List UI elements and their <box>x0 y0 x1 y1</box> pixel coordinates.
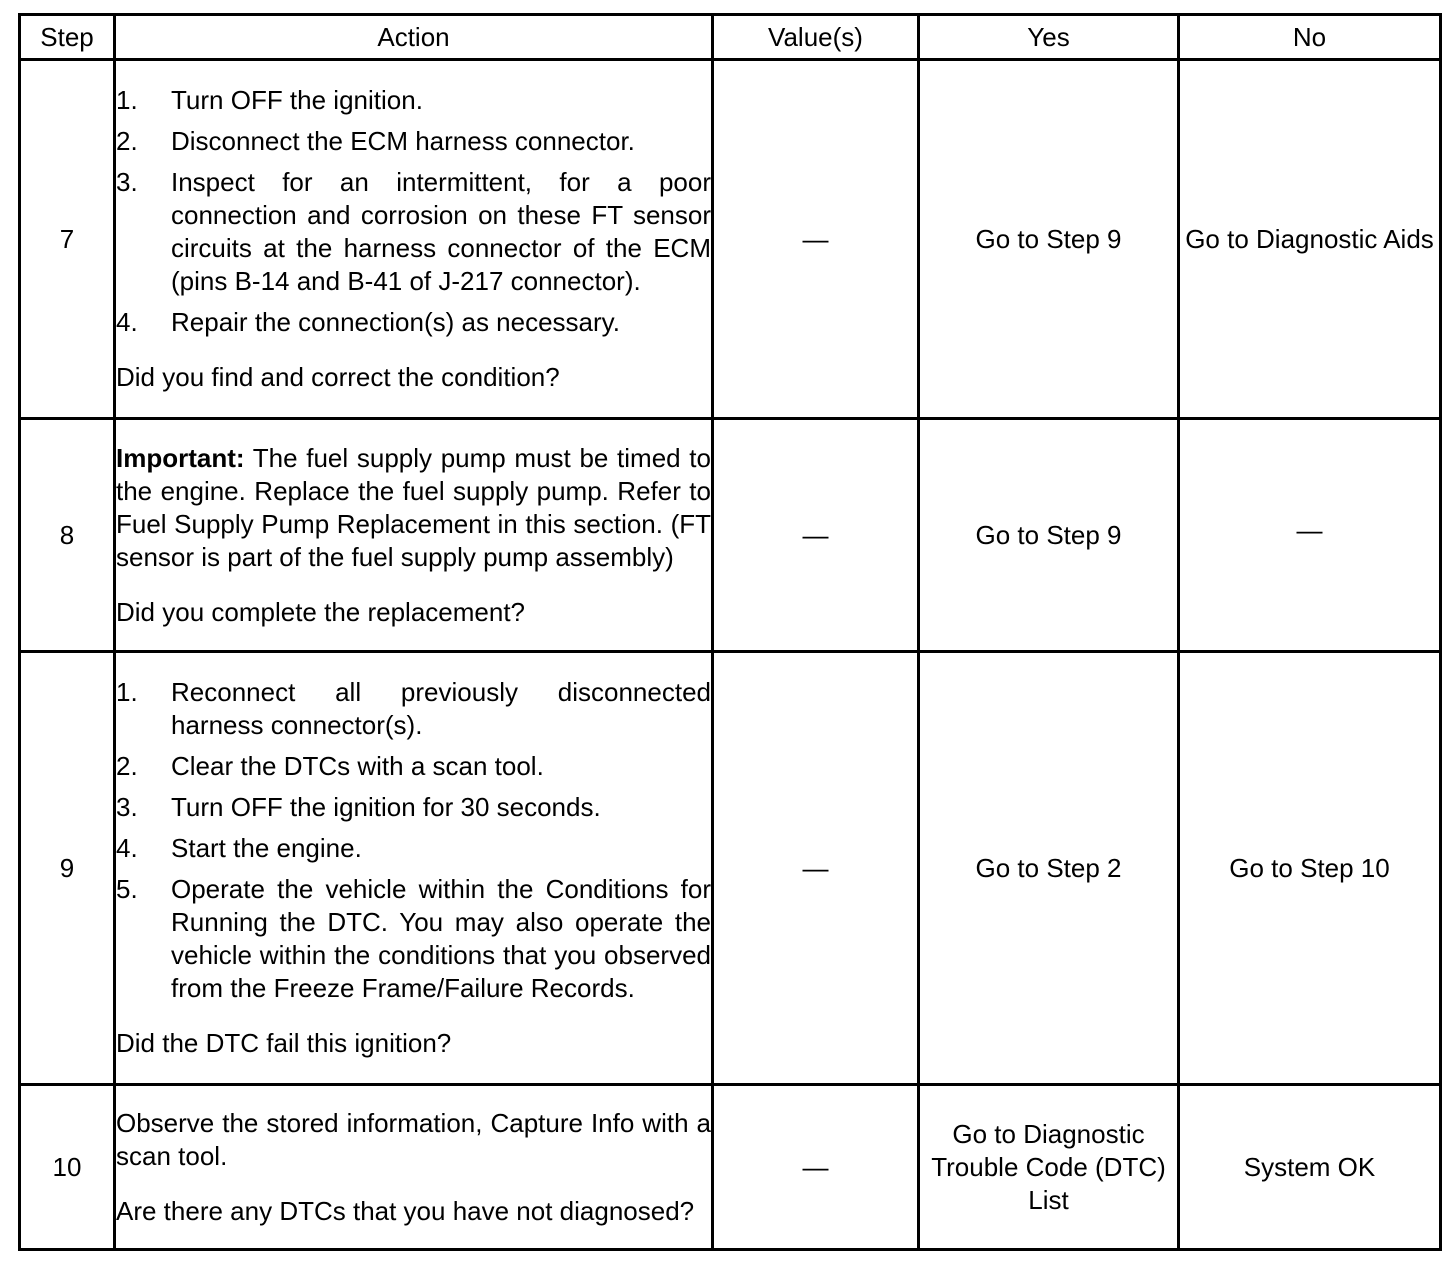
item-text: Inspect for an intermittent, for a poor connection and corrosion on these FT sensor circuits at the harness connector of the ECM (pins B-14 and B-41 of J-217 connector). <box>171 167 711 296</box>
important-text: The fuel supply pump must be timed to the engine. Replace the fuel supply pump. Refer to Fuel Supply Pump Replacement in this section. (FT sensor is part of the fuel supply pump assembly) <box>116 442 711 572</box>
question-text: Did the DTC fail this ignition? <box>116 1028 452 1058</box>
yes-cell: Go to Step 2 <box>919 652 1179 1085</box>
table-row <box>20 60 1441 419</box>
step-number: 10 <box>20 1085 115 1250</box>
list-item <box>116 676 711 742</box>
no-cell: Go to Diagnostic Aids <box>1179 60 1441 419</box>
yes-cell: Go to Diagnostic Trouble Code (DTC) List <box>919 1085 1179 1250</box>
item-text: Repair the connection(s) as necessary. <box>171 307 620 337</box>
step-number: 8 <box>20 419 115 652</box>
action-list <box>116 676 711 1005</box>
no-cell: System OK <box>1179 1085 1441 1250</box>
table-row <box>20 652 1441 1085</box>
action-cell <box>115 60 713 419</box>
value-cell: — <box>713 1085 919 1250</box>
header-yes: Yes <box>919 15 1179 60</box>
question-text: Did you find and correct the condition? <box>116 362 560 392</box>
item-number: 2. <box>116 126 138 156</box>
yes-cell: Go to Step 9 <box>919 419 1179 652</box>
important-label: Important: <box>116 442 245 473</box>
list-item <box>116 750 711 783</box>
list-item <box>116 832 711 865</box>
list-item <box>116 873 711 1005</box>
step-number: 7 <box>20 60 115 419</box>
item-number: 1. <box>116 677 138 707</box>
yes-cell: Go to Step 9 <box>919 60 1179 419</box>
value-cell: — <box>713 419 919 652</box>
header-values: Value(s) <box>713 15 919 60</box>
no-cell: — <box>1179 419 1441 652</box>
list-item <box>116 84 711 117</box>
item-text: Start the engine. <box>171 833 362 863</box>
action-paragraph: Observe the stored information, Capture Info with a scan tool. <box>116 1107 711 1171</box>
item-text: Reconnect all previously disconnected harness connector(s). <box>171 677 711 740</box>
header-action: Action <box>115 15 713 60</box>
item-number: 5. <box>116 874 138 904</box>
item-number: 1. <box>116 85 138 115</box>
item-number: 4. <box>116 307 138 337</box>
table-row <box>20 1085 1441 1250</box>
value-cell: — <box>713 652 919 1085</box>
question-text: Did you complete the replacement? <box>116 596 526 627</box>
diagnostic-table <box>18 13 1442 1251</box>
item-number: 4. <box>116 833 138 863</box>
table-row <box>20 419 1441 652</box>
action-cell <box>115 1085 713 1250</box>
step-number: 9 <box>20 652 115 1085</box>
item-text: Operate the vehicle within the Conditions for Running the DTC. You may also operate the vehicle within the conditions that you observed from the Freeze Frame/Failure Records. <box>171 874 711 1003</box>
value-cell: — <box>713 60 919 419</box>
item-number: 3. <box>116 167 138 197</box>
action-cell <box>115 419 713 652</box>
item-text: Turn OFF the ignition. <box>171 85 423 115</box>
header-step: Step <box>20 15 115 60</box>
item-text: Turn OFF the ignition for 30 seconds. <box>171 792 601 822</box>
action-cell <box>115 652 713 1085</box>
item-text: Clear the DTCs with a scan tool. <box>171 751 544 781</box>
item-number: 3. <box>116 792 138 822</box>
question-text: Are there any DTCs that you have not diagnosed? <box>116 1195 695 1226</box>
header-row <box>20 15 1441 60</box>
item-number: 2. <box>116 751 138 781</box>
action-list <box>116 84 711 339</box>
no-cell: Go to Step 10 <box>1179 652 1441 1085</box>
header-no: No <box>1179 15 1441 60</box>
list-item <box>116 791 711 824</box>
list-item <box>116 306 711 339</box>
list-item <box>116 166 711 298</box>
item-text: Disconnect the ECM harness connector. <box>171 126 635 156</box>
important-note <box>116 442 711 574</box>
list-item <box>116 125 711 158</box>
